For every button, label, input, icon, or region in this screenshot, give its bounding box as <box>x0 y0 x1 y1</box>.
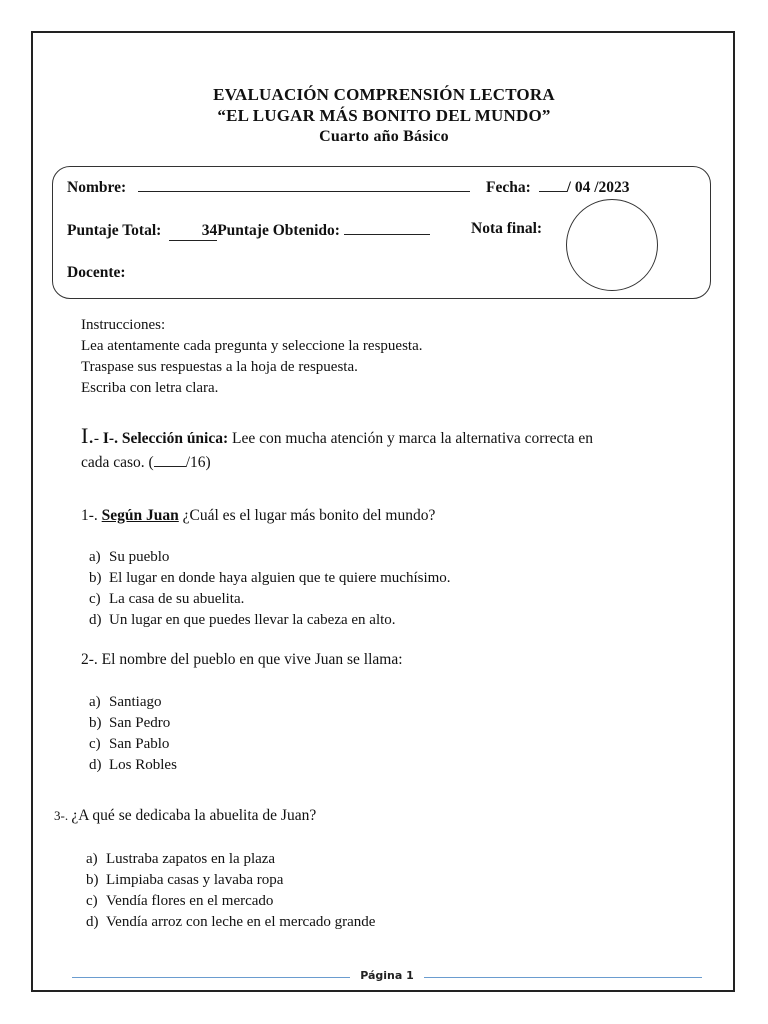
section-score-blank[interactable] <box>154 452 186 467</box>
question-1-options <box>89 547 451 631</box>
option-a[interactable]: a) Su pueblo <box>89 549 170 565</box>
question-text: ¿Cuál es el lugar más bonito del mundo? <box>178 507 436 524</box>
teacher-label: Docente: <box>67 264 126 281</box>
option-d[interactable]: d) Vendía arroz con leche en el mercado grande <box>86 914 376 930</box>
question-emphasis: Según Juan <box>101 507 179 524</box>
option-c[interactable]: c) La casa de su abuelita. <box>89 591 245 607</box>
option-b[interactable]: b) San Pedro <box>89 715 171 731</box>
instructions-heading: Instrucciones: <box>81 317 166 333</box>
question-number: 2-. <box>81 651 102 668</box>
option-b[interactable]: b) El lugar en donde haya alguien que te quiere muchísimo. <box>89 570 451 586</box>
date-day-blank[interactable] <box>539 177 567 192</box>
question-3 <box>54 807 316 825</box>
section-heading <box>81 424 681 475</box>
date-label: Fecha: <box>486 179 531 196</box>
option-b[interactable]: b) Limpiaba casas y lavaba ropa <box>86 872 284 888</box>
page-number: Página 1 <box>360 969 414 982</box>
instructions <box>81 315 422 399</box>
date-value: / 04 /2023 <box>566 179 630 196</box>
section-score-pre: cada caso. ( <box>81 454 154 471</box>
instruction-line: Escriba con letra clara. <box>81 380 219 396</box>
document-header <box>0 84 768 147</box>
question-1 <box>81 507 435 525</box>
question-number: 3-. <box>54 808 72 823</box>
name-blank[interactable] <box>138 177 470 192</box>
score-field <box>67 220 430 241</box>
name-field <box>67 177 470 197</box>
section-score-post: /16) <box>185 454 211 471</box>
question-text: ¿A qué se dedicaba la abuelita de Juan? <box>71 807 317 824</box>
section-roman: I. <box>81 423 94 448</box>
question-text: El nombre del pueblo en que vive Juan se llama: <box>101 651 403 668</box>
final-grade-circle[interactable] <box>566 199 658 291</box>
question-2 <box>81 651 403 669</box>
question-2-options <box>89 692 177 776</box>
option-a[interactable]: a) Lustraba zapatos en la plaza <box>86 851 276 867</box>
question-3-options <box>86 849 375 933</box>
option-a[interactable]: a) Santiago <box>89 694 162 710</box>
section-dash: - <box>93 430 103 447</box>
option-c[interactable]: c) Vendía flores en el mercado <box>86 893 274 909</box>
page-footer <box>72 967 702 987</box>
story-title: “EL LUGAR MÁS BONITO DEL MUNDO” <box>217 106 551 125</box>
total-score-label: Puntaje Total: <box>67 222 162 239</box>
option-d[interactable]: d) Un lugar en que puedes llevar la cabeza en alto. <box>89 612 396 628</box>
date-field <box>486 177 630 197</box>
option-c[interactable]: c) San Pablo <box>89 736 170 752</box>
question-number: 1-. <box>81 507 102 524</box>
final-grade-label: Nota final: <box>471 220 543 237</box>
name-label: Nombre: <box>67 179 127 196</box>
total-score-value: 34 <box>169 222 217 241</box>
section-instruction: Lee con mucha atención y marca la alternativa correcta en <box>228 430 594 447</box>
grade-level: Cuarto año Básico <box>319 128 449 145</box>
instruction-line: Traspase sus respuestas a la hoja de respuesta. <box>81 359 358 375</box>
instruction-line: Lea atentamente cada pregunta y seleccione la respuesta. <box>81 338 423 354</box>
document-title: EVALUACIÓN COMPRENSIÓN LECTORA <box>213 85 555 104</box>
section-label: I-. Selección única: <box>102 430 229 447</box>
obtained-score-blank[interactable] <box>344 220 430 235</box>
obtained-score-label: Puntaje Obtenido: <box>217 222 340 239</box>
option-d[interactable]: d) Los Robles <box>89 757 177 773</box>
